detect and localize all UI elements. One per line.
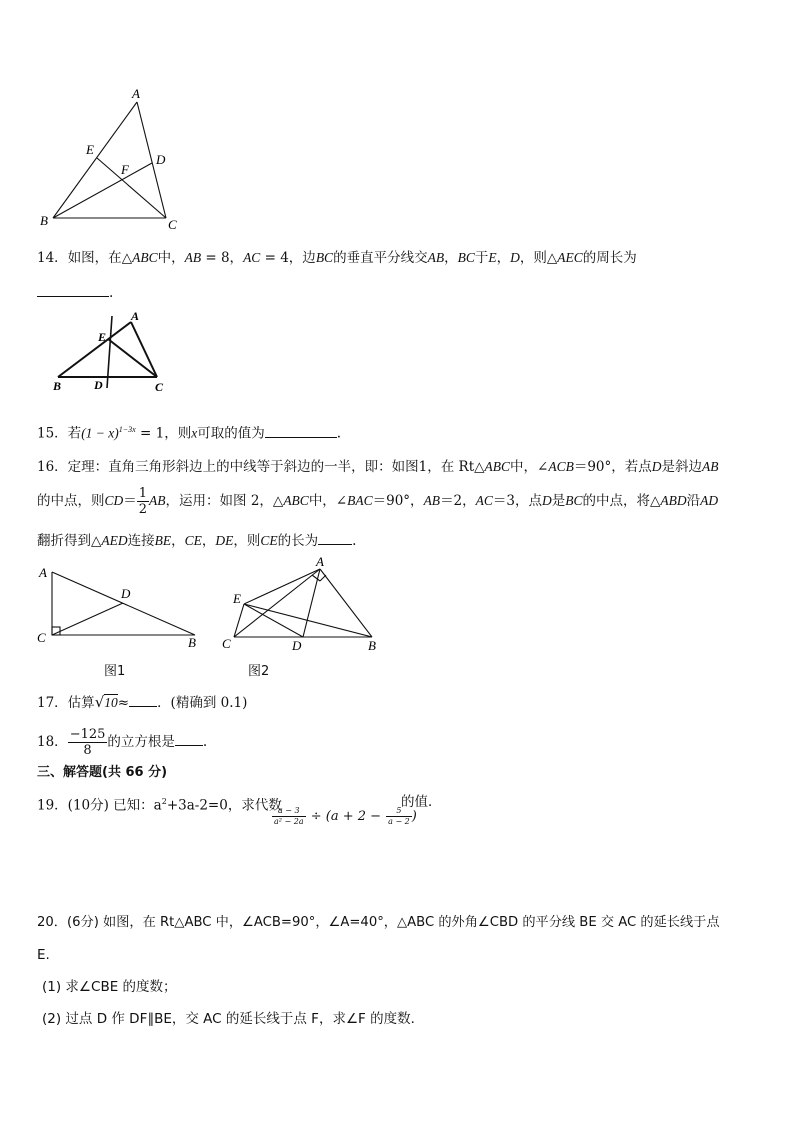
- question-14: 14．如图，在△ABC中，AB = 8，AC = 4，边BC的垂直平分线交AB，BC于E，D，则△AEC的周长为: [37, 250, 637, 266]
- label-d: D: [156, 152, 166, 167]
- question-19-end: 的值．: [401, 794, 442, 810]
- answer-blank-18[interactable]: [175, 731, 203, 746]
- label-d: D: [94, 378, 103, 392]
- question-16-line3: 翻折得到△AED连接BE，CE，DE，则CE的长为 .: [37, 530, 356, 550]
- label-e: E: [98, 330, 107, 344]
- label-d: D: [121, 586, 131, 601]
- label-b: B: [188, 635, 196, 650]
- figure-triangle-abc-cevians: [30, 82, 190, 234]
- answer-blank-15[interactable]: [265, 423, 337, 438]
- fraction-one-half: $\frac{1}{2}$: [138, 486, 148, 517]
- fraction-neg125-over-8: $\frac{-125}{8}$: [69, 727, 106, 758]
- label-a: A: [39, 565, 47, 580]
- label-c: C: [155, 380, 164, 394]
- label-e: E: [86, 142, 94, 157]
- label-a: A: [131, 309, 140, 323]
- question-19: 19．(10分) 已知：$a^2+3a-2=0$，求代数: [37, 797, 282, 814]
- answer-blank-17[interactable]: [129, 692, 157, 707]
- figure-2-folded-triangle: [218, 555, 388, 653]
- answer-blank-14[interactable]: .: [37, 282, 113, 302]
- question-15: 15．若$(1 - x)^{1-3x} = 1$，则x可取的值为 .: [37, 421, 341, 443]
- figure-1-right-triangle: [34, 562, 204, 652]
- label-f: F: [121, 162, 129, 177]
- label-e: E: [233, 591, 241, 606]
- figure-1-caption: 图1: [104, 664, 126, 679]
- question-17: 17．估算√10≈ ．(精确到 0.1): [37, 693, 248, 711]
- edge-ab: [53, 102, 137, 218]
- question-20-line2: E.: [37, 947, 50, 963]
- section-title-3: 三、解答题(共 66 分): [37, 765, 168, 780]
- label-b: B: [53, 379, 62, 393]
- label-b: B: [40, 213, 48, 228]
- label-b: B: [368, 638, 376, 653]
- question-20-part1: (1) 求∠CBE 的度数；: [42, 979, 177, 995]
- question-16-line2: 的中点，则CD＝ $\frac{1}{2}$ AB，运用：如图 2，△ABC中，∠BAC＝90°，AB＝2，AC＝3，点D是BC的中点，将△ABD沿AD: [37, 486, 719, 517]
- label-c: C: [222, 636, 231, 651]
- label-a: A: [316, 555, 324, 569]
- question-20-line1: 20．(6分) 如图，在 Rt△ABC 中，∠ACB=90°，∠A=40°，△ABC 的外角∠CBD 的平分线 BE 交 AC 的延长线于点: [37, 915, 720, 930]
- label-c: C: [37, 630, 46, 645]
- figure-perpendicular-bisector: [50, 308, 180, 394]
- figure-2-caption: 图2: [248, 664, 270, 679]
- answer-blank-16[interactable]: [318, 530, 352, 545]
- label-a: A: [132, 86, 140, 101]
- question-16-line1: 16．定理：直角三角形斜边上的中线等于斜边的一半，即：如图1，在 Rt△ABC中，∠ACB＝90°，若点D是斜边AB: [37, 459, 719, 475]
- question-20-part2: (2) 过点 D 作 DF∥BE，交 AC 的延长线于点 F，求∠F 的度数．: [42, 1011, 425, 1027]
- question-18: 18． $\frac{-125}{8}$ 的立方根是 .: [37, 727, 208, 758]
- segment-bd: [53, 163, 152, 218]
- label-c: C: [168, 217, 177, 232]
- expression-19: $\frac{a - 3}{\text{a² − 2a}}$ ÷ (a + 2 − $\frac{5}{a - 2}$ ): [274, 806, 417, 826]
- label-d: D: [292, 638, 302, 653]
